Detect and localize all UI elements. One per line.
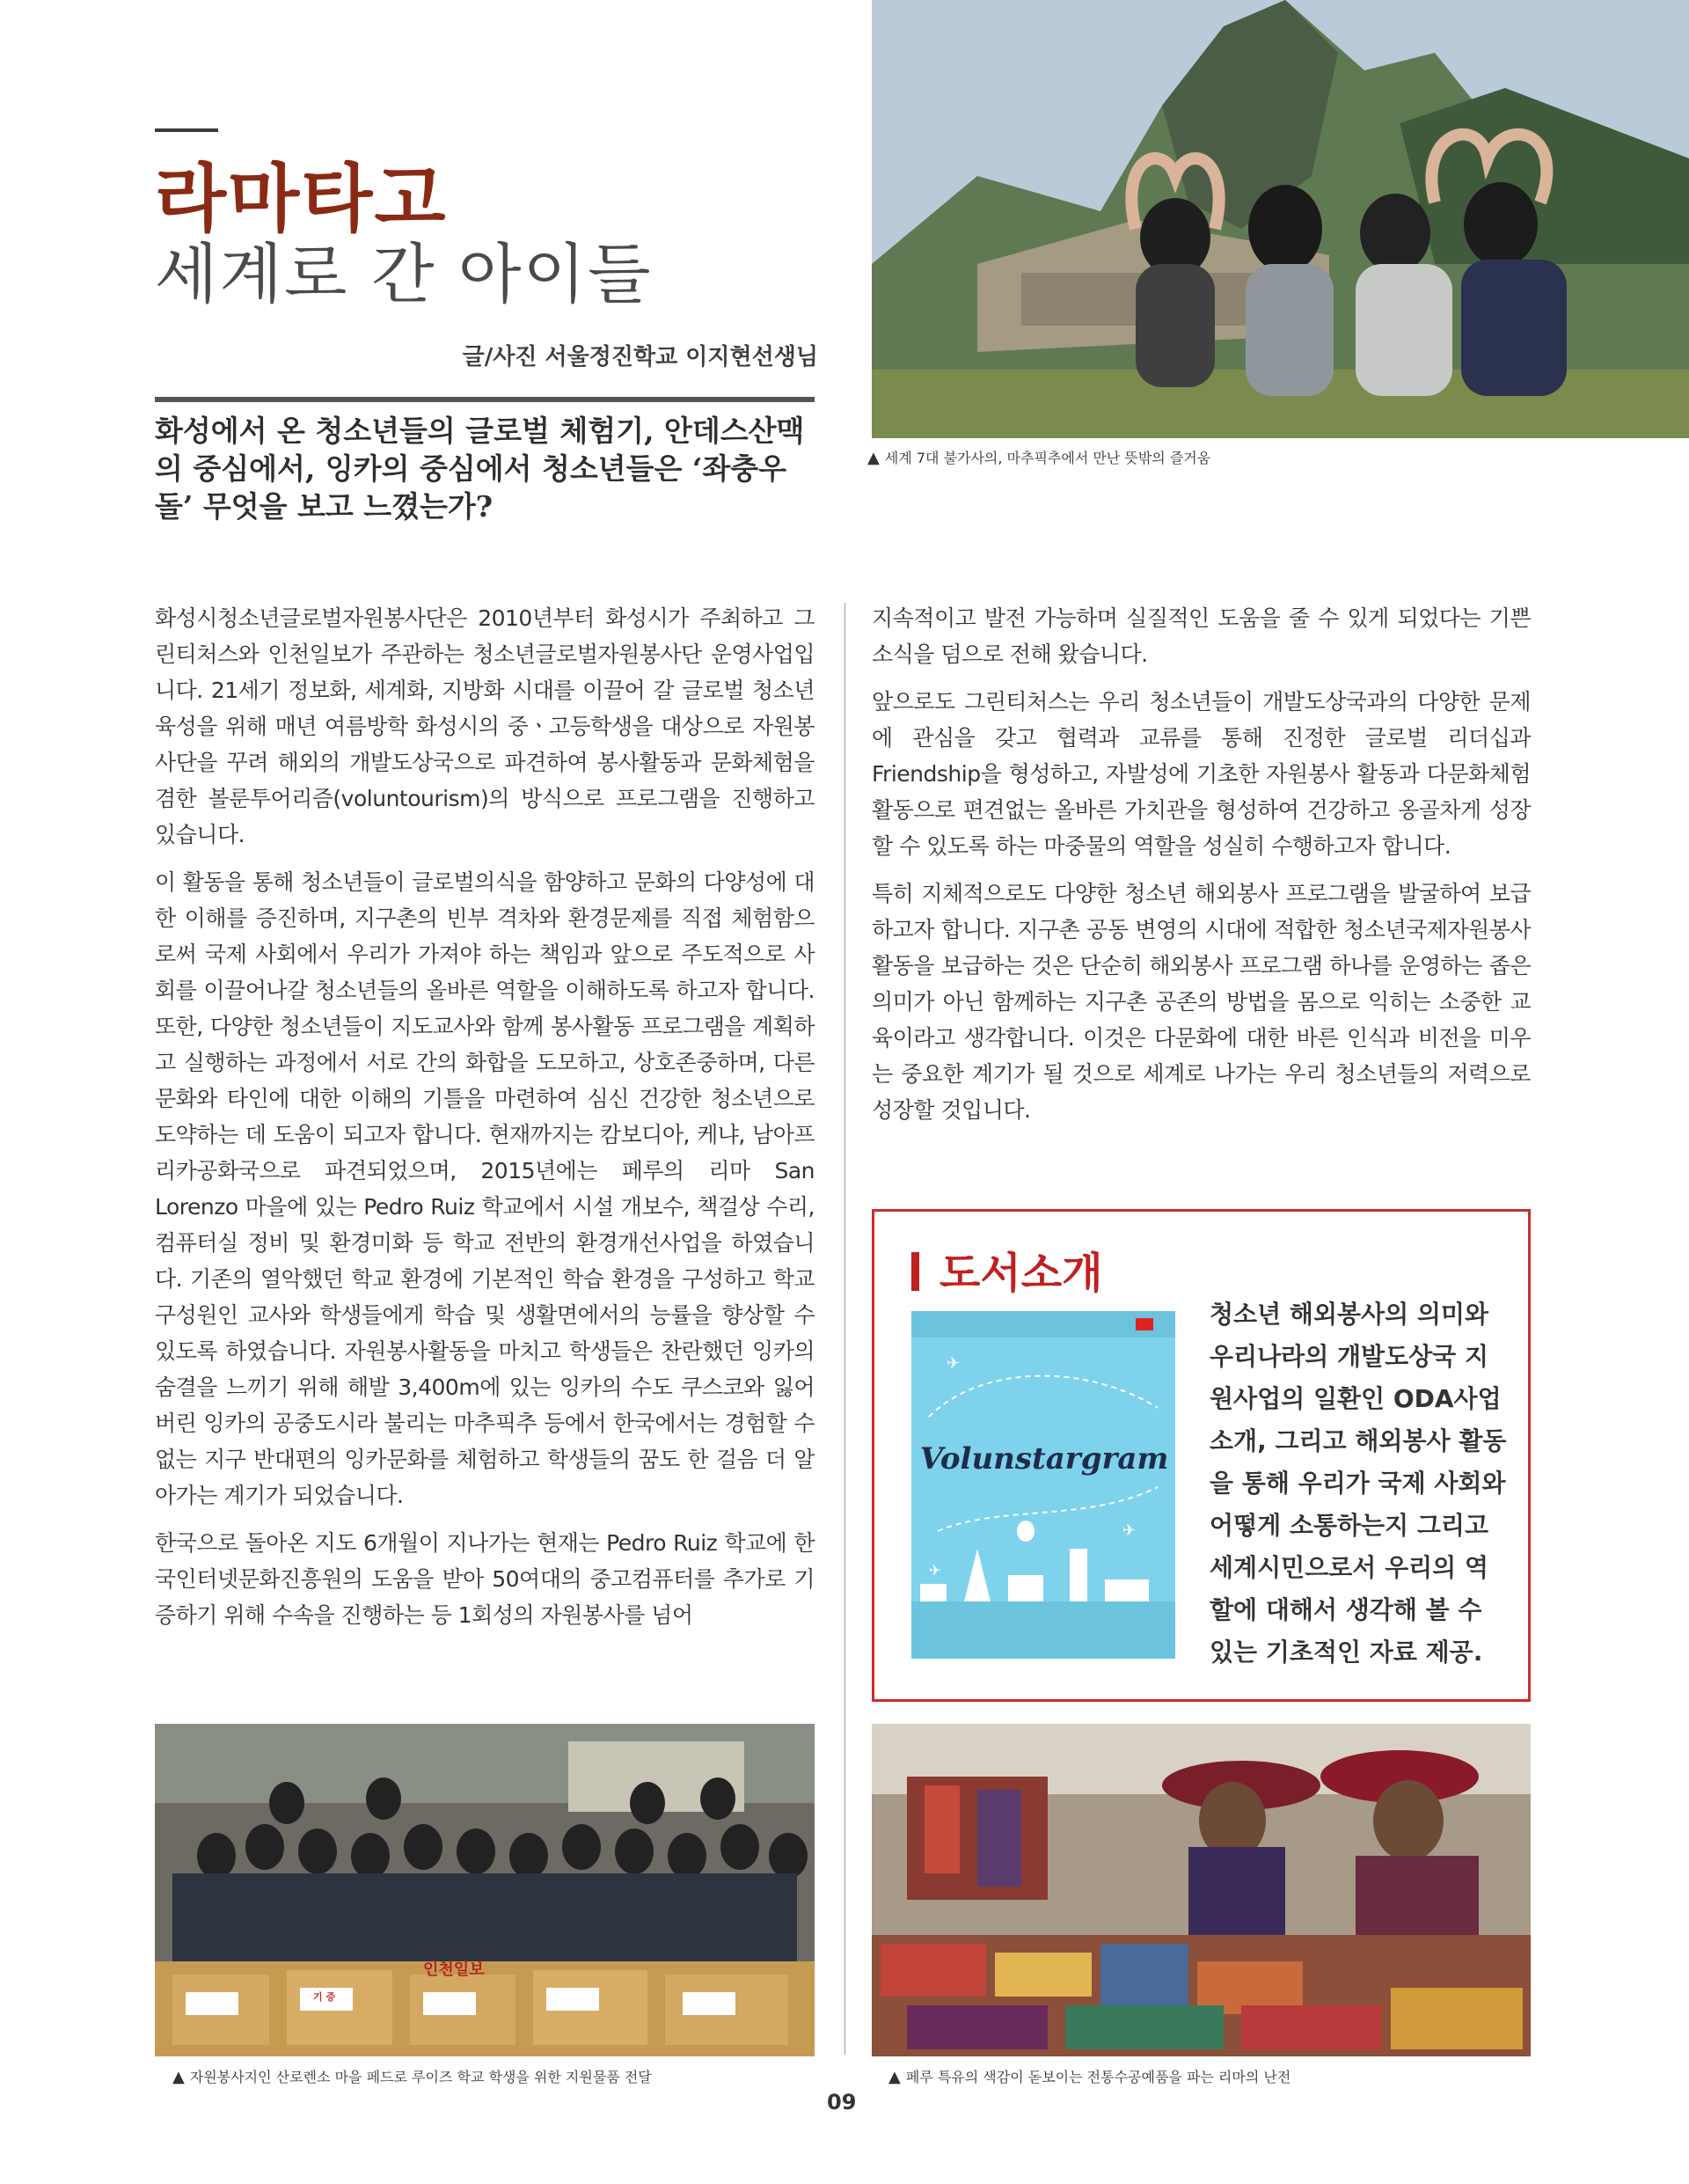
caption-text: 세계 7대 불가사의, 마추픽추에서 만난 뜻밖의 즐거움 [884, 450, 1211, 466]
box-tag: 기 증 [313, 1991, 336, 2003]
caption-bottom-right [888, 2066, 1291, 2086]
heading-bar [911, 1252, 919, 1291]
page-number: 09 [827, 2090, 857, 2114]
svg-text:✈: ✈ [1122, 1521, 1137, 1540]
right-column [872, 600, 1531, 1140]
book-heading: 도서소개 [940, 1249, 1103, 1298]
lima-market-photo [872, 1724, 1531, 2056]
donation-group-photo [155, 1724, 815, 2056]
caption-top-photo [867, 447, 1210, 467]
svg-text:✈: ✈ [947, 1354, 961, 1373]
left-column [155, 600, 815, 1645]
paragraph: 이 활동을 통해 청소년들이 글로벌의식을 함양하고 문화의 다양성에 대한 이해를 증진하며, 지구촌의 빈부 격차와 환경문제를 직접 체험함으로써 국제 사회에서 우리가 가져야 하는 책임과 앞으로 주도적으로 사회를 이끌어나갈 청소년들의 올바른 역할을 이해하도록 하고자 합니다. 또한, 다양한 청소년들이 지도교사와 함께 봉사활동 프로그램을 계획하고 실행하는 과정에서 서로 간의 화합을 도모하고, 상호존중하며, 다른 문화와 타인에 대한 이해의 기틀을 마련하여 심신 건강한 청소년으로 도약하는 데 도움이 되고자 합니다. 현재까지는 캄보디아, 케냐, 남아프리카공화국으로 파견되었으며, 2015년에는 페루의 리마 San Lorenzo 마을에 있는 Pedro Ruiz 학교에서 시설 개보수, 책걸상 수리, 컴퓨터실 정비 및 환경미화 등 학교 전반의 환경개선사업을 하였습니다. 기존의 열악했던 학교 환경에 기본적인 학습 환경을 구성하고 학교 구성원인 교사와 학생들에게 학습 및 생활면에서의 능률을 향상할 수 있도록 하였습니다. 자원봉사활동을 마치고 학생들은 찬란했던 잉카의 숨결을 느끼기 위해 해발 3,400m에 있는 잉카의 수도 쿠스코와 잃어버린 잉카의 공중도시라 불리는 마추픽추 등에서 한국에서는 경험할 수 없는 지구 반대편의 잉카문화를 체험하고 학생들의 꿈도 한 걸음 더 알아가는 계기가 되었습니다. [155, 869, 815, 1508]
book-cover [911, 1311, 1175, 1659]
caption-text: 페루 특유의 색감이 돋보이는 전통수공예품을 파는 리마의 난전 [905, 2069, 1291, 2085]
byline: 글/사진 서울정진학교 이지현선생님 [462, 344, 818, 370]
book-description: 청소년 해외봉사의 의미와 우리나라의 개발도상국 지원사업의 일환인 ODA사업 소개, 그리고 해외봉사 활동을 통해 우리가 국제 사회와 어떻게 소통하는지 그리고 세계시민으로서 우리의 역할에 대해서 생각해 볼 수 있는 기초적인 자료 제공. [1210, 1300, 1507, 1667]
triangle-icon: ▲ [888, 2068, 901, 2086]
caption-text: 자원봉사지인 산로렌소 마을 페드로 루이즈 학교 학생을 위한 지원물품 전달 [189, 2069, 652, 2085]
svg-text:✈: ✈ [929, 1562, 941, 1579]
title-rule [155, 128, 218, 132]
box-label: 인천일보 [423, 1960, 485, 1979]
book-cover-title: Volunstargram [919, 1441, 1169, 1477]
lead-rule [155, 397, 815, 402]
lead-paragraph: 화성에서 온 청소년들의 글로벌 체험기, 안데스산맥의 중심에서, 잉카의 중심에서 청소년들은 ‘좌충우돌’ 무엇을 보고 느꼈는가? [155, 414, 805, 524]
paragraph: 지속적이고 발전 가능하며 실질적인 도움을 줄 수 있게 되었다는 기쁜 소식을 덤으로 전해 왔습니다. [872, 605, 1531, 667]
triangle-icon: ▲ [867, 449, 880, 467]
paragraph: 한국으로 돌아온 지도 6개월이 지나가는 현재는 Pedro Ruiz 학교에 한국인터넷문화진흥원의 도움을 받아 50여대의 중고컴퓨터를 추가로 기증하기 위해 수속을 진행하는 등 1회성의 자원봉사를 넘어 [155, 1530, 815, 1628]
paragraph: 특히 지체적으로도 다양한 청소년 해외봉사 프로그램을 발굴하여 보급하고자 합니다. 지구촌 공동 변영의 시대에 적합한 청소년국제자원봉사 활동을 보급하는 것은 단순히 해외봉사 프로그램 하나를 운영하는 좁은 의미가 아닌 함께하는 지구촌 공존의 방법을 몸으로 익히는 소중한 교육이라고 생각합니다. 이것은 다문화에 대한 바른 인식과 비전을 미우는 중요한 계기가 될 것으로 세계로 나가는 우리 청소년들의 저력으로 성장할 것입니다. [872, 881, 1531, 1123]
paragraph: 앞으로도 그린티처스는 우리 청소년들이 개발도상국과의 다양한 문제에 관심을 갖고 협력과 교류를 통해 진정한 글로벌 리더십과 Friendship을 형성하고, 자발성에 기초한 자원봉사 활동과 다문화체험 활동으로 편견없는 올바른 가치관을 형성하여 건강하고 옹골차게 성장할 수 있도록 하는 마중물의 역할을 성실히 수행하고자 합니다. [872, 689, 1531, 859]
article-title: 라마타고 [155, 155, 448, 242]
machu-picchu-photo [872, 0, 1689, 438]
triangle-icon: ▲ [172, 2068, 185, 2086]
paragraph: 화성시청소년글로벌자원봉사단은 2010년부터 화성시가 주최하고 그린티처스와 인천일보가 주관하는 청소년글로벌자원봉사단 운영사업입니다. 21세기 정보화, 세계화, 지방화 시대를 이끌어 갈 글로벌 청소년 육성을 위해 매년 여름방학 화성시의 중ㆍ고등학생을 대상으로 자원봉사단을 꾸려 해외의 개발도상국으로 파견하여 봉사활동과 문화체험을 겸한 볼룬투어리즘(voluntourism)의 방식으로 프로그램을 진행하고 있습니다. [155, 605, 815, 847]
column-divider [844, 603, 845, 2055]
caption-bottom-left [172, 2066, 652, 2086]
article-subtitle: 세계로 간 아이들 [155, 237, 653, 312]
